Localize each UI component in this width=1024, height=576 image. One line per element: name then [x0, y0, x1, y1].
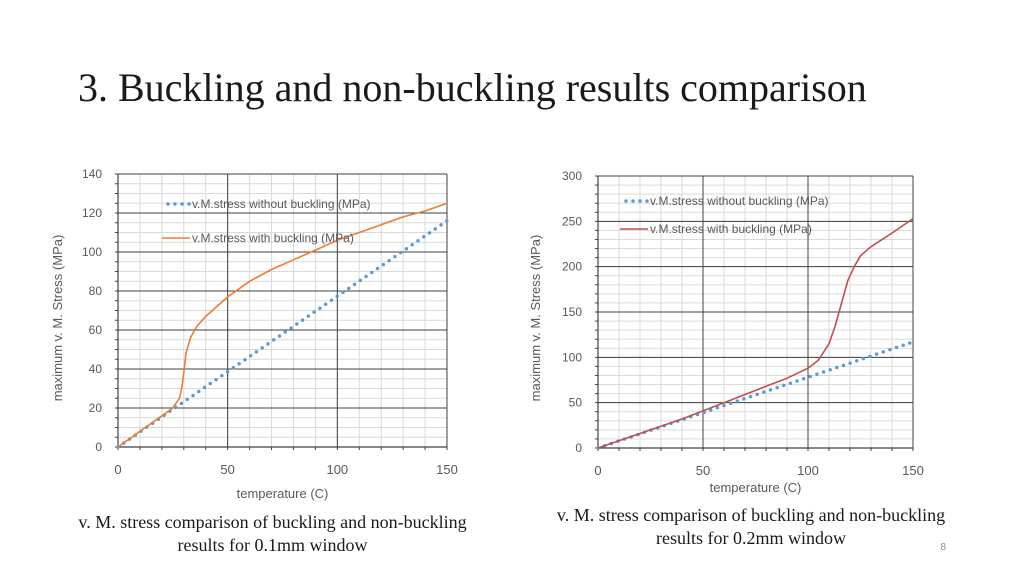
x-axis-label: temperature (C) — [236, 486, 329, 501]
y-tick-label: 150 — [561, 305, 582, 319]
y-tick-label: 100 — [81, 245, 102, 259]
y-tick-label: 300 — [561, 169, 582, 183]
y-axis-label: maximum v. M. Stress (MPa) — [528, 234, 543, 402]
y-tick-label: 40 — [88, 362, 102, 376]
y-tick-label: 140 — [81, 167, 102, 181]
y-tick-label: 100 — [561, 350, 582, 365]
caption-0.2mm: v. M. stress comparison of buckling and non-buckling results for 0.2mm window — [556, 505, 946, 548]
legend-label: v.M.stress with buckling (MPa) — [650, 222, 812, 236]
slide-title: 3. Buckling and non-buckling results comparison — [78, 65, 867, 110]
legend-label: v.M.stress without buckling (MPa) — [650, 194, 829, 208]
x-tick-label: 150 — [436, 462, 458, 477]
x-tick-label: 50 — [695, 463, 711, 478]
x-tick-label: 0 — [114, 462, 122, 477]
legend-label: v.M.stress without buckling (MPa) — [192, 197, 371, 211]
slide-number: 8 — [940, 542, 946, 553]
y-tick-label: 250 — [561, 214, 582, 229]
x-tick-label: 150 — [902, 463, 924, 478]
y-tick-label: 0 — [575, 441, 582, 455]
x-tick-label: 0 — [594, 463, 602, 478]
y-tick-label: 20 — [88, 401, 102, 415]
y-axis-label: maximum v. M. Stress (MPa) — [50, 234, 65, 402]
y-tick-label: 0 — [95, 440, 102, 454]
x-tick-label: 50 — [220, 462, 235, 477]
y-tick-label: 200 — [561, 259, 582, 274]
legend-label: v.M.stress with buckling (MPa) — [192, 231, 354, 245]
y-tick-label: 50 — [568, 395, 582, 410]
y-tick-label: 120 — [81, 206, 102, 220]
y-tick-label: 80 — [88, 284, 102, 298]
x-tick-label: 100 — [326, 462, 349, 477]
x-axis-label: temperature (C) — [709, 480, 802, 495]
x-tick-label: 100 — [797, 463, 819, 478]
series-with-buckling — [598, 219, 913, 448]
caption-0.1mm: v. M. stress comparison of buckling and non-buckling results for 0.1mm window — [78, 512, 467, 555]
y-tick-label: 60 — [88, 323, 102, 337]
